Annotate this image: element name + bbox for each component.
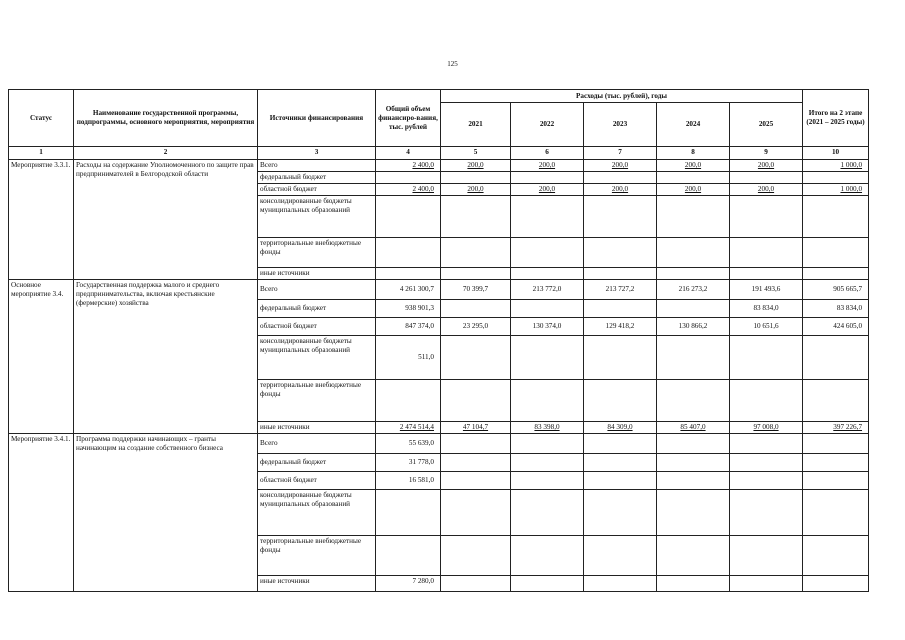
row-value: 200,0 [441, 160, 511, 172]
row-value: 213 727,2 [584, 280, 657, 300]
row-value [584, 380, 657, 422]
row-value: 424 605,0 [803, 318, 869, 336]
row-value: 97 008,0 [730, 422, 803, 434]
row-value [803, 536, 869, 576]
row-value [657, 336, 730, 380]
row-value [803, 196, 869, 238]
row-source: консолидированные бюджеты муниципальных образований [258, 196, 376, 238]
row-value: 31 778,0 [376, 454, 441, 472]
row-source: федеральный бюджет [258, 300, 376, 318]
row-value [441, 268, 511, 280]
row-source: областной бюджет [258, 318, 376, 336]
row-value [441, 238, 511, 268]
row-value: 84 309,0 [584, 422, 657, 434]
row-value [376, 172, 441, 184]
row-source: Всего [258, 160, 376, 172]
row-value: 2 400,0 [376, 184, 441, 196]
row-value: 847 374,0 [376, 318, 441, 336]
row-name: Расходы на содержание Уполномоченного по защите прав предпринимателей в Белгородской области [74, 160, 258, 280]
column-index: 1 [9, 147, 74, 160]
row-value [803, 380, 869, 422]
row-value [730, 536, 803, 576]
financing-table [8, 89, 869, 592]
row-source: иные источники [258, 576, 376, 592]
row-value [803, 576, 869, 592]
row-value [657, 576, 730, 592]
column-index: 4 [376, 147, 441, 160]
row-value [584, 576, 657, 592]
row-value [730, 434, 803, 454]
row-value: 1 000,0 [803, 160, 869, 172]
row-value: 200,0 [657, 160, 730, 172]
row-value [730, 268, 803, 280]
row-source: федеральный бюджет [258, 454, 376, 472]
row-value [511, 490, 584, 536]
row-value: 23 295,0 [441, 318, 511, 336]
header-stage-total: Итого на 2 этапе (2021 – 2025 годы) [803, 90, 869, 147]
row-value [441, 576, 511, 592]
table-header [9, 90, 869, 160]
row-value [441, 172, 511, 184]
row-source: федеральный бюджет [258, 172, 376, 184]
row-value [584, 196, 657, 238]
row-value [441, 472, 511, 490]
row-source: консолидированные бюджеты муниципальных образований [258, 336, 376, 380]
column-index: 9 [730, 147, 803, 160]
row-value [730, 576, 803, 592]
row-value [584, 454, 657, 472]
row-value [657, 196, 730, 238]
row-value [803, 434, 869, 454]
row-value [441, 536, 511, 576]
row-value [657, 490, 730, 536]
row-value: 1 000,0 [803, 184, 869, 196]
row-value: 85 407,0 [657, 422, 730, 434]
row-value [511, 472, 584, 490]
row-source: территориальные внебюджетные фонды [258, 380, 376, 422]
row-value [803, 454, 869, 472]
row-value [657, 536, 730, 576]
row-value [730, 172, 803, 184]
table-row [9, 280, 869, 300]
row-value [376, 380, 441, 422]
row-source: Всего [258, 280, 376, 300]
row-value: 2 400,0 [376, 160, 441, 172]
row-value [584, 536, 657, 576]
row-value [584, 434, 657, 454]
row-value: 200,0 [657, 184, 730, 196]
row-value [730, 336, 803, 380]
row-value [511, 454, 584, 472]
row-value [657, 380, 730, 422]
row-value: 200,0 [511, 184, 584, 196]
row-value: 200,0 [730, 160, 803, 172]
row-value: 55 639,0 [376, 434, 441, 454]
row-status: Основное мероприятие 3.4. [9, 280, 74, 434]
row-value [657, 434, 730, 454]
row-value [511, 196, 584, 238]
row-value: 47 104,7 [441, 422, 511, 434]
row-value [657, 472, 730, 490]
row-value: 83 398,0 [511, 422, 584, 434]
row-value: 70 399,7 [441, 280, 511, 300]
row-value [441, 454, 511, 472]
row-source: иные источники [258, 422, 376, 434]
row-value [657, 454, 730, 472]
column-index: 10 [803, 147, 869, 160]
row-name: Программа поддержки начинающих – гранты начинающим на создание собственного бизнеса [74, 434, 258, 592]
row-value [376, 238, 441, 268]
header-year: 2021 [441, 103, 511, 147]
row-source: территориальные внебюджетные фонды [258, 238, 376, 268]
header-total: Общий объем финансиро-вания, тыс. рублей [376, 90, 441, 147]
row-value [803, 172, 869, 184]
row-value [441, 434, 511, 454]
column-index-row [9, 147, 869, 160]
header-year: 2023 [584, 103, 657, 147]
row-value: 200,0 [730, 184, 803, 196]
row-value [441, 300, 511, 318]
row-value [584, 268, 657, 280]
table-row [9, 434, 869, 454]
row-source: Всего [258, 434, 376, 454]
header-year: 2025 [730, 103, 803, 147]
row-source: консолидированные бюджеты муниципальных образований [258, 490, 376, 536]
row-value [584, 238, 657, 268]
column-index: 8 [657, 147, 730, 160]
row-value [441, 490, 511, 536]
row-value: 130 374,0 [511, 318, 584, 336]
row-value [584, 472, 657, 490]
row-value [730, 490, 803, 536]
row-value [657, 238, 730, 268]
row-value [511, 268, 584, 280]
row-status: Мероприятие 3.4.1. [9, 434, 74, 592]
row-value [584, 300, 657, 318]
row-value: 10 651,6 [730, 318, 803, 336]
row-value: 511,0 [376, 336, 441, 380]
column-index: 2 [74, 147, 258, 160]
column-index: 7 [584, 147, 657, 160]
row-value [376, 268, 441, 280]
row-value [730, 472, 803, 490]
row-status: Мероприятие 3.3.1. [9, 160, 74, 280]
row-value [584, 336, 657, 380]
row-value: 200,0 [441, 184, 511, 196]
row-value: 938 901,3 [376, 300, 441, 318]
row-value: 130 866,2 [657, 318, 730, 336]
row-value [730, 380, 803, 422]
row-value [511, 434, 584, 454]
header-year: 2024 [657, 103, 730, 147]
row-source: областной бюджет [258, 472, 376, 490]
row-value: 4 261 300,7 [376, 280, 441, 300]
row-value [657, 300, 730, 318]
header-sources: Источники финансирования [258, 90, 376, 147]
row-value [803, 336, 869, 380]
row-value [511, 238, 584, 268]
column-index: 3 [258, 147, 376, 160]
row-value [584, 490, 657, 536]
row-value [511, 172, 584, 184]
row-value: 397 226,7 [803, 422, 869, 434]
row-value [730, 454, 803, 472]
row-value [803, 490, 869, 536]
row-value: 213 772,0 [511, 280, 584, 300]
header-expenses: Расходы (тыс. рублей), годы [441, 90, 803, 103]
row-value [803, 238, 869, 268]
row-value [730, 238, 803, 268]
header-year: 2022 [511, 103, 584, 147]
row-value: 2 474 514,4 [376, 422, 441, 434]
row-value [730, 196, 803, 238]
table-body [9, 160, 869, 592]
row-value: 7 280,0 [376, 576, 441, 592]
row-value: 200,0 [511, 160, 584, 172]
header-status: Статус [9, 90, 74, 147]
row-value [441, 196, 511, 238]
row-value [441, 380, 511, 422]
row-value: 83 834,0 [803, 300, 869, 318]
row-value: 200,0 [584, 160, 657, 172]
row-value: 191 493,6 [730, 280, 803, 300]
row-value [584, 172, 657, 184]
row-value [511, 536, 584, 576]
row-value [657, 172, 730, 184]
row-value: 129 418,2 [584, 318, 657, 336]
row-value [511, 380, 584, 422]
row-source: иные источники [258, 268, 376, 280]
row-value [376, 196, 441, 238]
row-value [376, 490, 441, 536]
row-value: 905 665,7 [803, 280, 869, 300]
row-value: 200,0 [584, 184, 657, 196]
page-number: 125 [447, 60, 458, 68]
row-value [657, 268, 730, 280]
row-value [441, 336, 511, 380]
row-value [803, 472, 869, 490]
row-value: 16 581,0 [376, 472, 441, 490]
table-row [9, 160, 869, 172]
row-value [511, 576, 584, 592]
column-index: 6 [511, 147, 584, 160]
column-index: 5 [441, 147, 511, 160]
row-value: 83 834,0 [730, 300, 803, 318]
row-value: 216 273,2 [657, 280, 730, 300]
row-value [376, 536, 441, 576]
row-value [803, 268, 869, 280]
row-value [511, 300, 584, 318]
row-name: Государственная поддержка малого и среднего предпринимательства, включая крестьянские (фермерские) хозяйства [74, 280, 258, 434]
header-name: Наименование государственной программы, подпрограммы, основного мероприятия, мероприятия [74, 90, 258, 147]
row-source: территориальные внебюджетные фонды [258, 536, 376, 576]
row-value [511, 336, 584, 380]
row-source: областной бюджет [258, 184, 376, 196]
